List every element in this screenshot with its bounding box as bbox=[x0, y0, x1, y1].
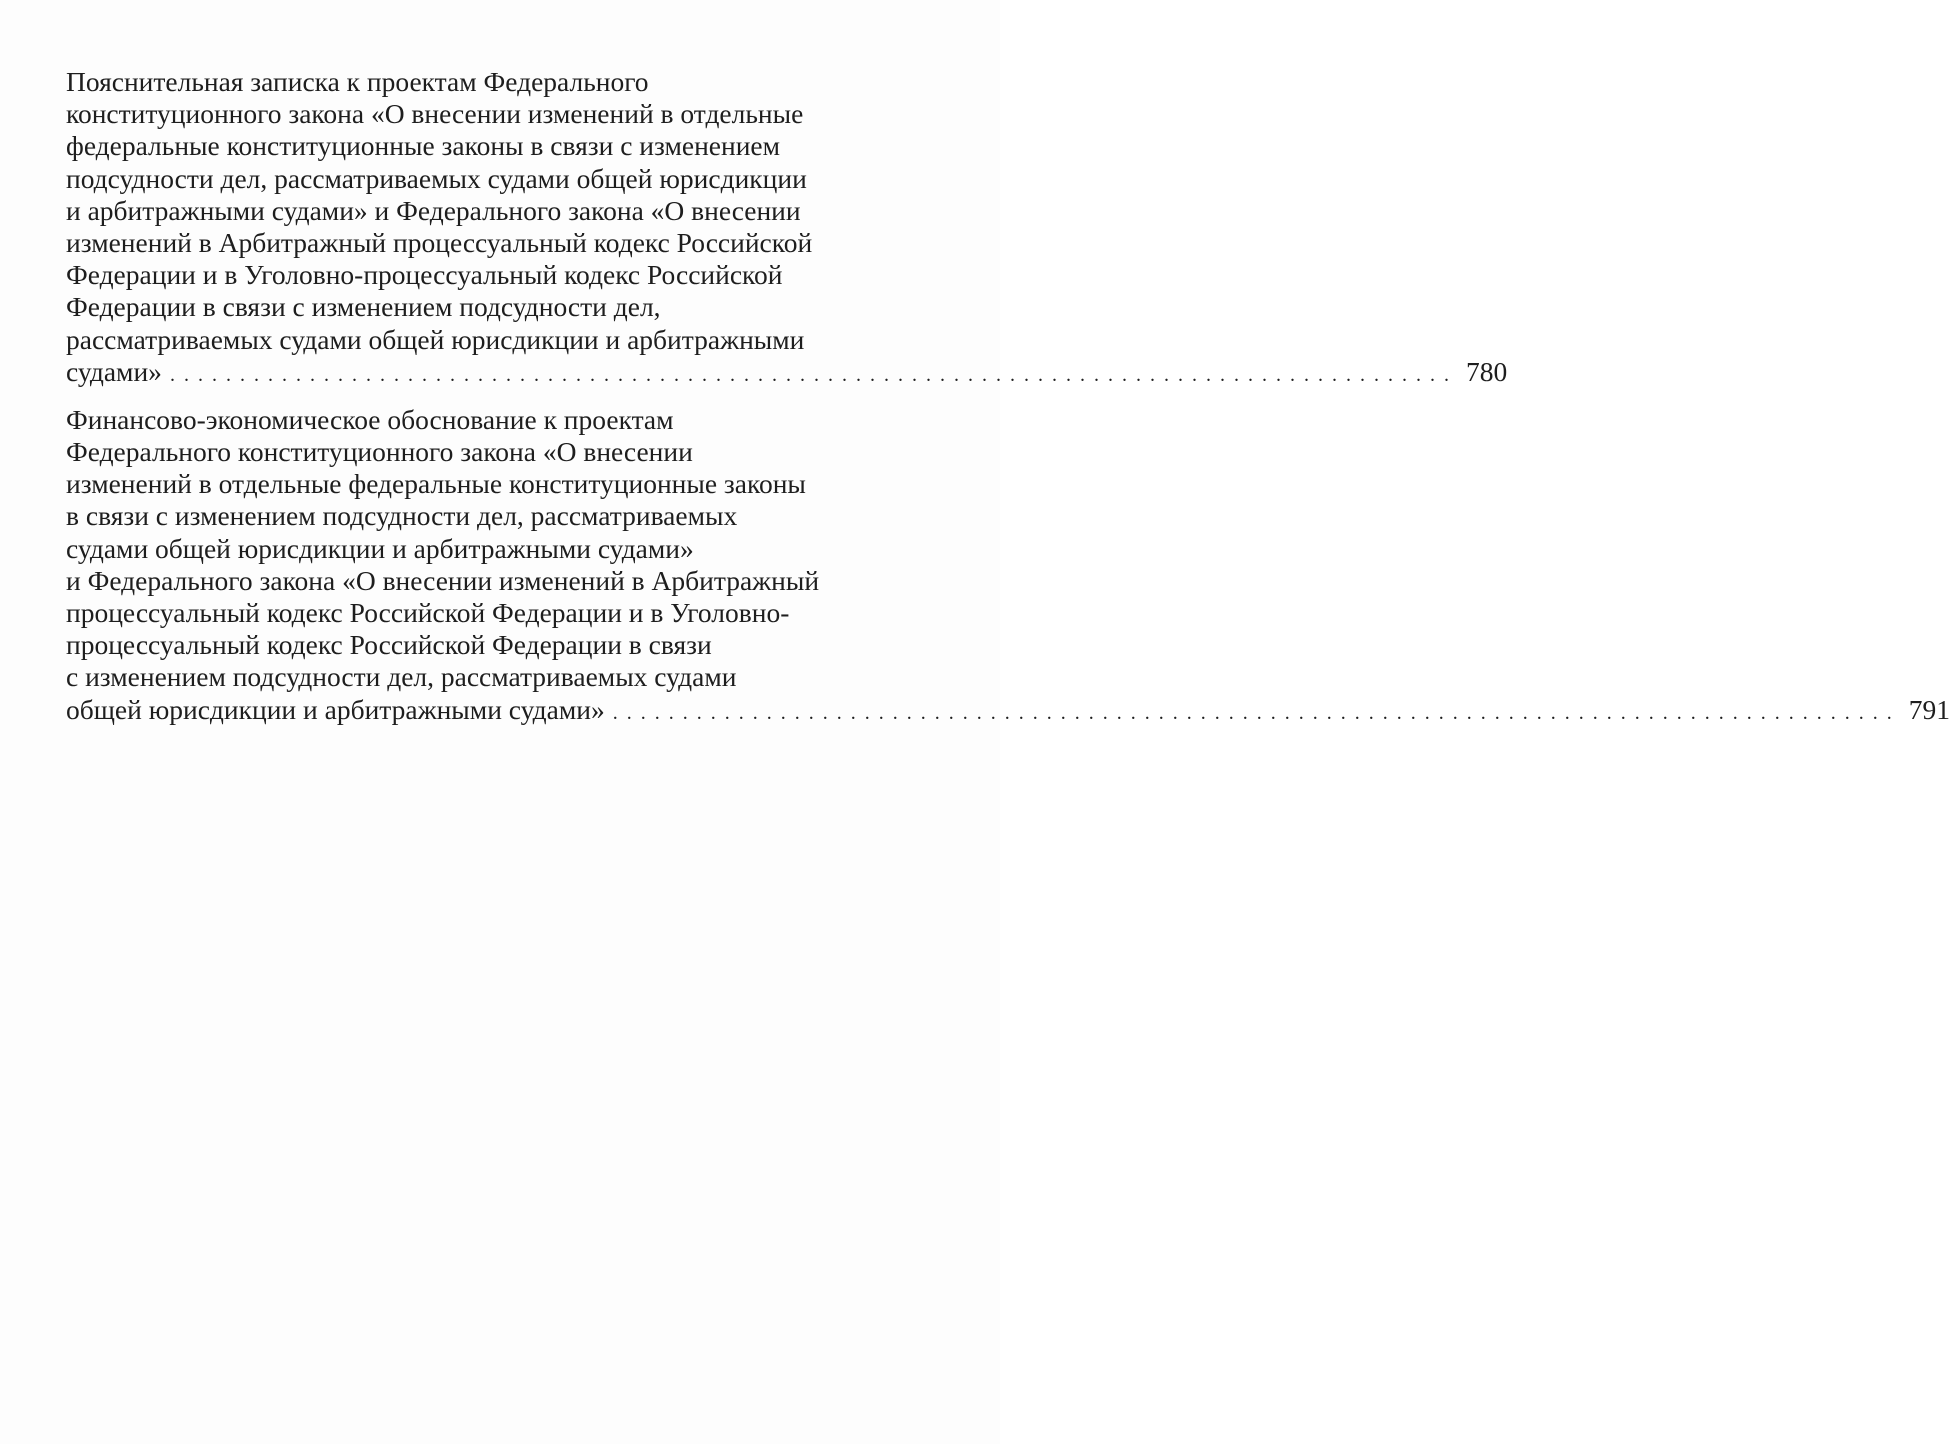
toc-entry-line: Федерального конституционного закона «О внесении bbox=[66, 436, 693, 468]
toc-entry-line: подсудности дел, рассматриваемых судами общей юрисдикции bbox=[66, 162, 807, 194]
toc-entry-line: и арбитражными судами» и Федерального закона «О внесении bbox=[66, 194, 801, 226]
toc-entry-line: изменений в Арбитражный процессуальный кодекс Российской bbox=[66, 226, 813, 258]
toc-entry-line: процессуальный кодекс Российской Федерации в связи bbox=[66, 629, 712, 661]
toc-entry-line: в связи с изменением подсудности дел, рассматриваемых bbox=[66, 500, 738, 532]
toc-entry-line: процессуальный кодекс Российской Федерации и в Уголовно- bbox=[66, 597, 790, 628]
toc-entry-explanatory-note[interactable] bbox=[66, 66, 1508, 388]
dot-leader: ............................................................................................ bbox=[612, 701, 1901, 724]
toc-entry-line: изменений в отдельные федеральные конституционные законы bbox=[66, 468, 806, 500]
toc-entry-line: с изменением подсудности дел, рассматриваемых судами bbox=[66, 661, 737, 693]
page-number: 791 bbox=[1908, 693, 1950, 725]
page-number: 780 bbox=[1465, 355, 1508, 387]
toc-entry-line: судами общей юрисдикции и арбитражными судами» bbox=[66, 532, 694, 564]
toc-entry-line: федеральные конституционные законы в связи с изменением bbox=[66, 130, 781, 162]
dot-leader: ............................................................................................ bbox=[169, 363, 1458, 386]
toc-entry-line: Пояснительная записка к проектам Федерального bbox=[66, 66, 649, 97]
toc-entry-line: конституционного закона «О внесении изменений в отдельные bbox=[66, 98, 804, 130]
toc-entry-line: и Федерального закона «О внесении изменений в Арбитражный bbox=[66, 564, 820, 596]
toc-entry-line: Финансово-экономическое обоснование к проектам bbox=[66, 403, 674, 435]
toc-entry-last-line bbox=[66, 355, 1508, 388]
toc-entry-line: общей юрисдикции и арбитражными судами» bbox=[66, 693, 605, 725]
toc-entry-line: рассматриваемых судами общей юрисдикции и арбитражными bbox=[66, 323, 805, 355]
toc-entry-line: Федерации и в Уголовно-процессуальный кодекс Российской bbox=[66, 259, 783, 291]
toc-entry-financial-justification[interactable] bbox=[66, 403, 1950, 726]
toc-entry-line: судами» bbox=[66, 355, 162, 387]
table-of-contents bbox=[66, 66, 1950, 742]
toc-entry-last-line bbox=[66, 693, 1950, 726]
toc-entry-line: Федерации в связи с изменением подсудности дел, bbox=[66, 291, 661, 323]
